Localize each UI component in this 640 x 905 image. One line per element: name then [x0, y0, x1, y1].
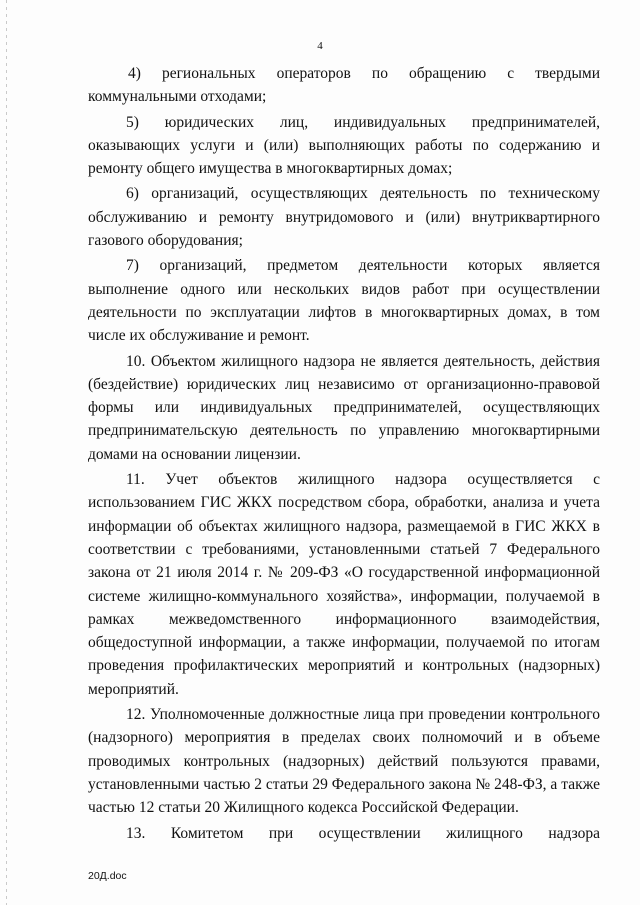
list-item-4: 4) региональных операторов по обращению с твердыми коммунальными отходами;	[88, 65, 600, 106]
paragraph-11: 11. Учет объектов жилищного надзора осуществляется с использованием ГИС ЖКХ посредством сбора, обработки, анализа и учета информации об объектах жилищного надзора, размещаемой в ГИС ЖКХ в соответствии с требованиями, установленными статьей 7 Федерального закона от 21 июля 2014 г. № 209-ФЗ «О государственной информационной системе жилищно-коммунального хозяйства», информации, получаемой в рамках межведомственного информационного взаимодействия, общедоступной информации, а также информации, получаемой по итогам проведения профилактических мероприятий и контрольных (надзорных) мероприятий.	[88, 471, 600, 698]
list-item-6: 6) организаций, осуществляющих деятельность по техническому обслуживанию и ремонту внутридомового и (или) внутриквартирного газового оборудования;	[88, 185, 600, 250]
document-body	[88, 62, 600, 845]
paragraph-13: 13. Комитетом при осуществлении жилищного надзора	[126, 824, 600, 842]
list-item-5: 5) юридических лиц, индивидуальных предпринимателей, оказывающих услуги и (или) выполняющих работы по содержанию и ремонту общего имущества в многоквартирных домах;	[88, 113, 600, 178]
page-number: 4	[317, 40, 323, 52]
scan-edge	[6, 0, 7, 905]
list-item-7: 7) организаций, предметом деятельности которых является выполнение одного или нескольких видов работ при осуществлении деятельности по эксплуатации лифтов в многоквартирных домах, в том числе их обслуживание и ремонт.	[88, 257, 600, 345]
paragraph-12: 12. Уполномоченные должностные лица при проведении контрольного (надзорного) мероприятия в пределах своих полномочий и в объеме проводимых контрольных (надзорных) действий пользуются правами, установленными частью 2 статьи 29 Федерального закона № 248-ФЗ, а также частью 12 статьи 20 Жилищного кодекса Российской Федерации.	[88, 706, 600, 817]
paragraph-10: 10. Объектом жилищного надзора не является деятельность, действия (бездействие) юридических лиц независимо от организационно-правовой формы или индивидуальных предпринимателей, осуществляющих предпринимательскую деятельность по управлению многоквартирными домами на основании лицензии.	[88, 352, 600, 463]
file-name-footer: 20Д.doc	[88, 870, 127, 882]
